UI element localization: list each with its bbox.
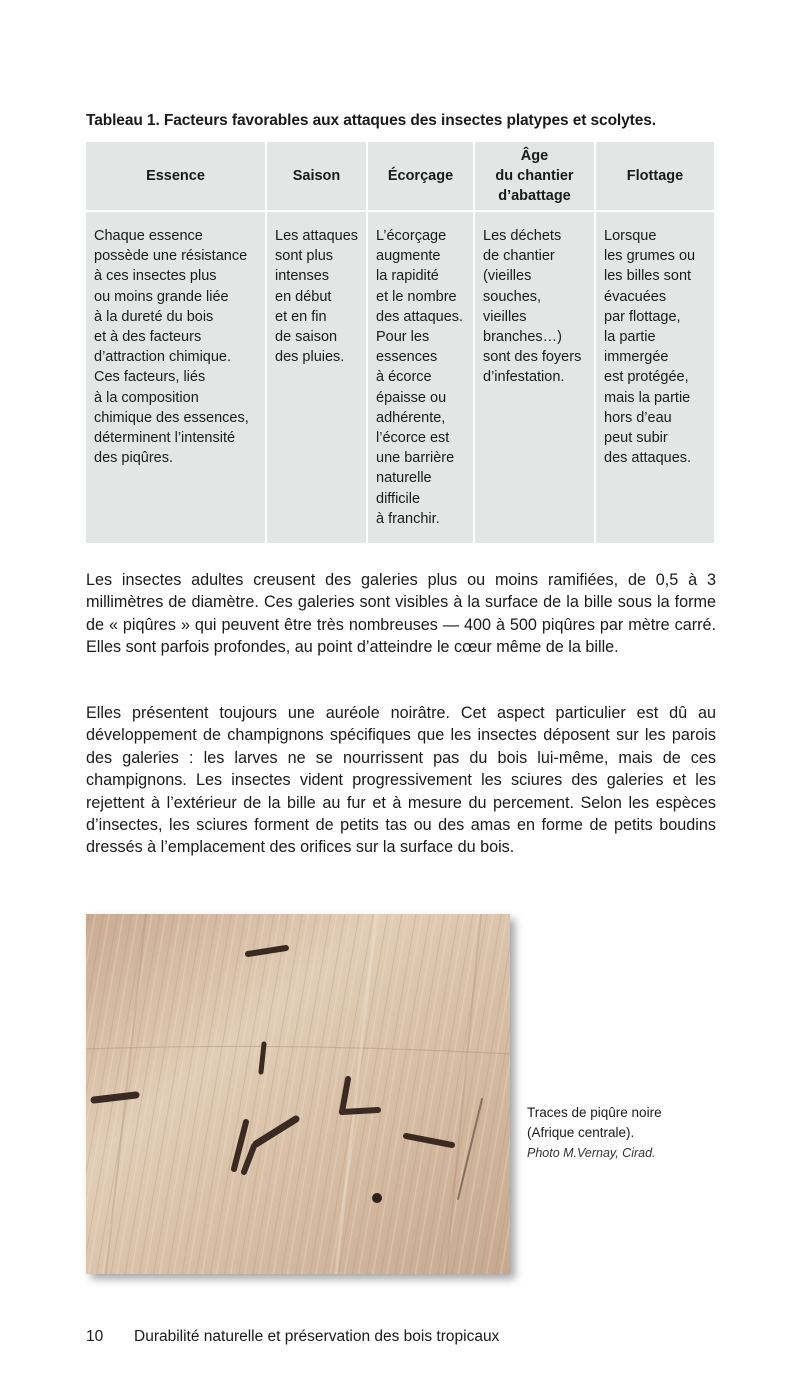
table-header-row (86, 142, 714, 211)
page-footer (86, 1328, 499, 1346)
header-flottage: Flottage (595, 142, 714, 211)
page-number: 10 (86, 1328, 104, 1345)
table-title: Tableau 1. Facteurs favorables aux attaques des insectes platypes et scolytes. (86, 112, 656, 129)
wood-photo (86, 914, 510, 1274)
header-ecorcage: Écorçage (367, 142, 474, 211)
photo-credit: Photo M.Vernay, Cirad. (527, 1146, 656, 1160)
cell-saison: Les attaques sont plus intenses en début et en fin de saison des pluies. (266, 211, 367, 543)
body-paragraph-1: Les insectes adultes creusent des galeries plus ou moins ramifiées, de 0,5 à 3 millimètres de diamètre. Ces galeries sont visibles à la surface de la bille sous la forme de « piqûres » qui peuvent être très nombreuses — 400 à 500 piqûres par mètre carré. Elles sont parfois profondes, au point d’atteindre le cœur même de la bille. (86, 571, 716, 657)
cell-essence: Chaque essence possède une résistance à ces insectes plus ou moins grande liée à la dureté du bois et à des facteurs d’attraction chimique. Ces facteurs, liés à la composition chimique des essences, déterminent l’intensité des piqûres. (86, 211, 266, 543)
table-row (86, 211, 714, 543)
body-paragraph-2: Elles présentent toujours une auréole noirâtre. Cet aspect particulier est dû au développement de champignons spécifiques que les insectes déposent sur les parois des galeries : les larves ne se nourrissent pas du bois lui-même, mais de ces champignons. Les insectes vident progressivement les sciures des galeries et les rejettent à l’extérieur de la bille au fur et à mesure du percement. Selon les espèces d’insectes, les sciures forment de petits tas ou des amas en forme de petits boudins dressés à l’emplacement des orifices sur la surface du bois. (86, 704, 716, 857)
header-saison: Saison (266, 142, 367, 211)
book-title: Durabilité naturelle et préservation des bois tropicaux (134, 1328, 500, 1345)
cell-age-chantier: Les déchets de chantier (vieilles souches, vieilles branches…) sont des foyers d’infestation. (474, 211, 595, 543)
factors-table (86, 142, 714, 543)
header-age-chantier: Âge du chantier d’abattage (474, 142, 595, 211)
cell-flottage: Lorsque les grumes ou les billes sont évacuées par flottage, la partie immergée est protégée, mais la partie hors d’eau peut subir des attaques. (595, 211, 714, 543)
header-essence: Essence (86, 142, 266, 211)
caption-line-2: (Afrique centrale). (527, 1125, 635, 1140)
caption-line-1: Traces de piqûre noire (527, 1105, 662, 1120)
photo-caption (527, 1103, 747, 1163)
cell-ecorcage: L’écorçage augmente la rapidité et le nombre des attaques. Pour les essences à écorce épaisse ou adhérente, l’écorce est une barrière naturelle difficile à franchir. (367, 211, 474, 543)
